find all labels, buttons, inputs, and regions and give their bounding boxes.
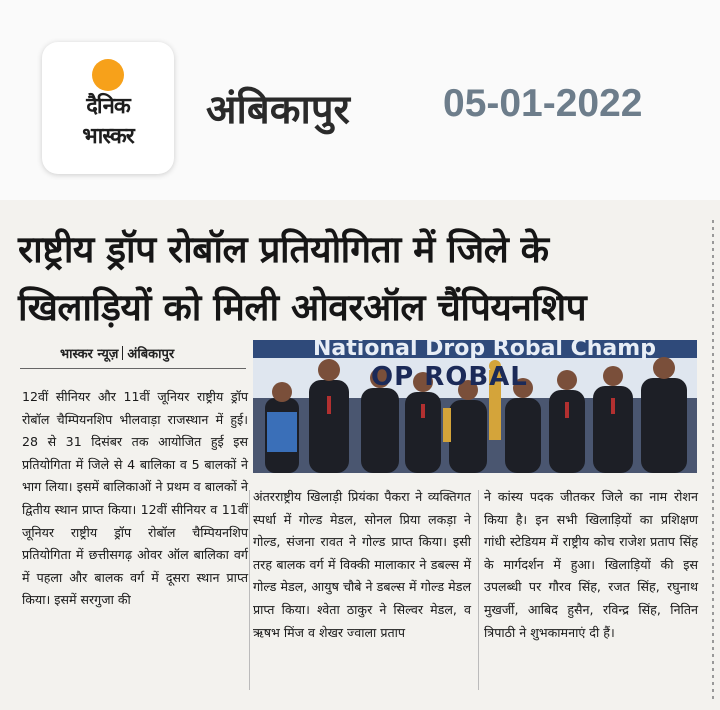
byline-separator xyxy=(122,346,123,360)
team-photo xyxy=(253,340,697,473)
headline-line-1: राष्ट्रीय ड्रॉप रोबॉल प्रतियोगिता में जिले के xyxy=(18,228,549,271)
dainik-bhaskar-logo xyxy=(42,42,174,174)
column-divider-2 xyxy=(478,490,479,690)
column-divider-1 xyxy=(249,490,250,690)
article-column-3: ने कांस्य पदक जीतकर जिले का नाम रोशन किया है। इन सभी खिलाड़ियों का प्रशिक्षण गांधी स्टेडियम में राष्ट्रीय कोच राजेश प्रताप सिंह के मार्गदर्शन में हुआ। खिलाड़ियों की इस उपलब्धी पर गौरव सिंह, रजत सिंह, रघुनाथ मुखर्जी, आबिद हुसैन, रविन्द्र सिंह, नितिन त्रिपाठी ने शुभकामनाएं दी हैं। xyxy=(484,489,698,640)
photo-banner-text-2: OP ROBAL xyxy=(371,362,528,392)
column-edge-rule xyxy=(712,220,714,700)
edition-date: 05-01-2022 xyxy=(443,82,643,125)
page-header xyxy=(0,0,720,200)
byline xyxy=(60,344,174,362)
newspaper-clipping xyxy=(0,200,720,710)
byline-source: भास्कर न्यूज़ xyxy=(60,347,119,362)
edition-city: अंबिकापुर xyxy=(206,87,350,133)
headline-line-2: खिलाड़ियों को मिली ओवरऑल चैंपियनशिप xyxy=(18,286,587,329)
article-column-2: अंतरराष्ट्रीय खिलाड़ी प्रियंका पैकरा ने व्यक्तिगत स्पर्धा में गोल्ड मेडल, सोनल प्रिया लकड़ा ने गोल्ड, संजना रावत ने गोल्ड प्राप्त किया। इसी तरह बालक वर्ग में विक्की मालाकार ने डबल्स में गोल्ड मेडल, आयुष चौबे ने डबल्स में गोल्ड मेडल प्राप्त किया। श्वेता ठाकुर ने सिल्वर मेडल, व ऋषभ मिंज व शेखर ज्वाला प्रताप xyxy=(253,489,471,640)
article-column-1: 12वीं सीनियर और 11वीं जूनियर राष्ट्रीय ड्रॉप रोबॉल चैम्पियनशिप भीलवाड़ा राजस्थान में हुई। 28 से 31 दिसंबर तक आयोजित हुई इस प्रतियोगिता में जिले से 4 बालिका व 5 बालकों ने भाग लिया। इसमें बालिकाओं ने प्रथम व बालकों ने द्वितीय स्थान प्राप्त किया। 12वीं सीनियर व 11वीं जूनियर राष्ट्रीय ड्रॉप रोबॉल चैम्पियनशिप प्रतियोगिता में छत्तीसगढ़ ओवर ऑल बालिका वर्ग में पहला और बालक वर्ग में दूसरा स्थान प्राप्त किया। इसमें सरगुजा की xyxy=(22,389,248,608)
logo-text-line1: दैनिक xyxy=(86,94,130,119)
sun-icon xyxy=(92,59,124,91)
byline-place: अंबिकापुर xyxy=(127,347,175,362)
photo-banner-text: National Drop Robal Champ xyxy=(313,340,656,361)
byline-divider xyxy=(20,368,246,369)
logo-text-line2: भास्कर xyxy=(82,124,134,149)
